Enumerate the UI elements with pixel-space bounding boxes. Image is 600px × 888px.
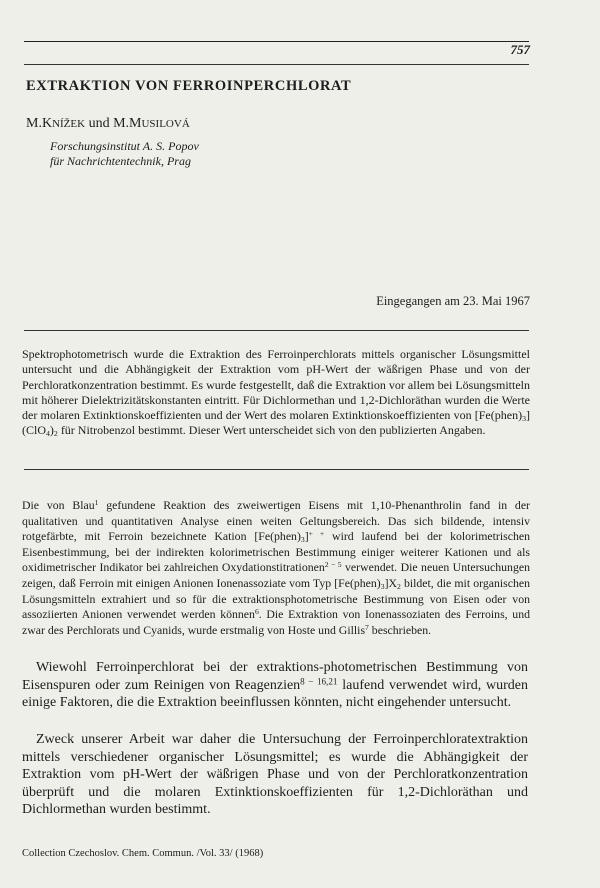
- intro-text: gefundene Reaktion des zweiwertigen Eisens mit 1,10-Phenanthrolin fand in der qualitativen und quantitativen Analyse einen weiten Geltungsbereich. Das sich bildende, intensiv rotgefärbte, mit Ferroin bezeichnete Kation [Fe(phen): [22, 498, 530, 544]
- page-number: 757: [510, 42, 530, 57]
- formula-subscript: 4: [46, 429, 50, 439]
- body-text: laufend verwendet wird, wurden einige Faktoren, die die Extraktion beeinflussen könnten, nicht eingehender untersucht.: [22, 677, 529, 711]
- body-paragraph-1: [22, 659, 528, 712]
- charge-superscript: + +: [308, 529, 325, 539]
- abstract-text-2: für Nitrobenzol bestimmt. Dieser Wert unterscheidet sich von den publizierten Angaben.: [57, 423, 486, 438]
- journal-citation: Collection Czechoslov. Chem. Commun. /Vol. 33/ (1968): [22, 848, 264, 859]
- formula-subscript: 3: [522, 414, 526, 424]
- body-paragraph-2: Zweck unserer Arbeit war daher die Untersuchung der Ferroinperchloratextraktion mittels verschiedener organischer Lösungsmittel; es wurde die Abhängigkeit der Extraktion vom pH-Wert der wäßrigen Phase und von der Perchloratkonzentration überprüft und die molaren Extinktionskoeffizienten für 1,2-Dichloräthan und Dichlormethan wurden bestimmt.: [22, 732, 528, 818]
- body-text: Wiewohl Ferroinperchlorat bei der extraktions-photometrischen Bestimmung von Eisenspuren oder zum Reinigen von Reagenzien: [22, 660, 528, 693]
- citation-ref: 7: [365, 622, 369, 632]
- abstract-text-1: Spektrophotometrisch wurde die Extraktion des Ferroinperchlorats mittels organischer Lösungsmittel untersucht und die Abhängigkeit der Extraktion vom pH-Wert der wäßrigen Phase und von der Perchloratkonzentration bestimmt. Es wurde festgestellt, daß die Extraktion vor allem bei Lösungsmitteln mit höherer Dielektrizitätskonstanten eintritt. Für Dichlormethan und 1,2-Dichloräthan wurden die Werte der molaren Extinktionskoeffizienten und der Wert des molaren Extinktionskoeffizienten von: [22, 347, 530, 423]
- abstract-top-rule: [24, 330, 529, 331]
- abstract-bottom-rule: [24, 469, 529, 470]
- affiliation-line-1: Forschungsinstitut A. S. Popov: [50, 139, 199, 153]
- intro-text: ]X: [384, 575, 398, 590]
- citation-ref: 2 − 5: [324, 560, 342, 570]
- author-2-name: USILOVÁ: [141, 118, 190, 130]
- intro-text: bildet, die mit organischen Lösungsmitteln extrahiert und so für die extraktionsphotometrische Bestimmung von Eisen oder von assoziierten Anionen verwendet werden können: [22, 575, 530, 622]
- intro-text: verwendet. Die neuen Untersuchungen zeigen, daß Ferroin mit einigen Anionen Ionenassoziate vom Typ [Fe(phen): [22, 560, 530, 590]
- citation-ref: 6: [254, 607, 259, 617]
- author-1-first-letter: K: [41, 116, 53, 131]
- formula-subscript: 2: [53, 429, 58, 439]
- author-1-initial: M.: [26, 116, 42, 131]
- intro-text: Die von Blau: [22, 498, 95, 512]
- introduction-paragraph: [22, 498, 530, 638]
- intro-text: wird laufend bei der kolorimetrischen Eisenbestimmung, bei der indirekten kolorimetrischen Bestimmung einiger weiterer Kationen und als oxidimetrischer Indikator bei zahlreichen Oxydationstitrationen: [22, 529, 531, 575]
- formula-part: [Fe(phen): [474, 408, 523, 423]
- abstract: [22, 347, 530, 439]
- affiliation-line-2: für Nachrichtentechnik, Prag: [50, 154, 191, 168]
- intro-text: ]: [304, 529, 309, 544]
- authors-connector: und: [88, 116, 110, 131]
- formula-subscript: 3: [300, 535, 305, 545]
- article-title: EXTRAKTION VON FERROINPERCHLORAT: [26, 78, 352, 94]
- received-date: Eingegangen am 23. Mai 1967: [376, 294, 530, 308]
- authors: [26, 116, 190, 132]
- author-2-initial: M.: [113, 116, 130, 131]
- formula-part: ): [49, 423, 54, 438]
- formula-part: ] (ClO: [22, 408, 530, 438]
- top-rule: [24, 41, 529, 42]
- citation-ref: 8 − 16,21: [300, 676, 338, 687]
- intro-text: beschrieben.: [368, 622, 432, 637]
- author-2-first-letter: M: [129, 116, 142, 131]
- citation-ref: 1: [94, 498, 99, 508]
- formula-subscript: 3: [380, 581, 385, 591]
- header-rule: [24, 64, 529, 65]
- author-1-name: NÍŽEK: [52, 118, 86, 130]
- intro-text: . Die Extraktion von Ionenassoziaten des Ferroins, und zwar des Perchlorats und Cyanids, wurde erstmalig von Hoste und Gillis: [22, 607, 530, 637]
- formula-subscript: 2: [397, 581, 401, 591]
